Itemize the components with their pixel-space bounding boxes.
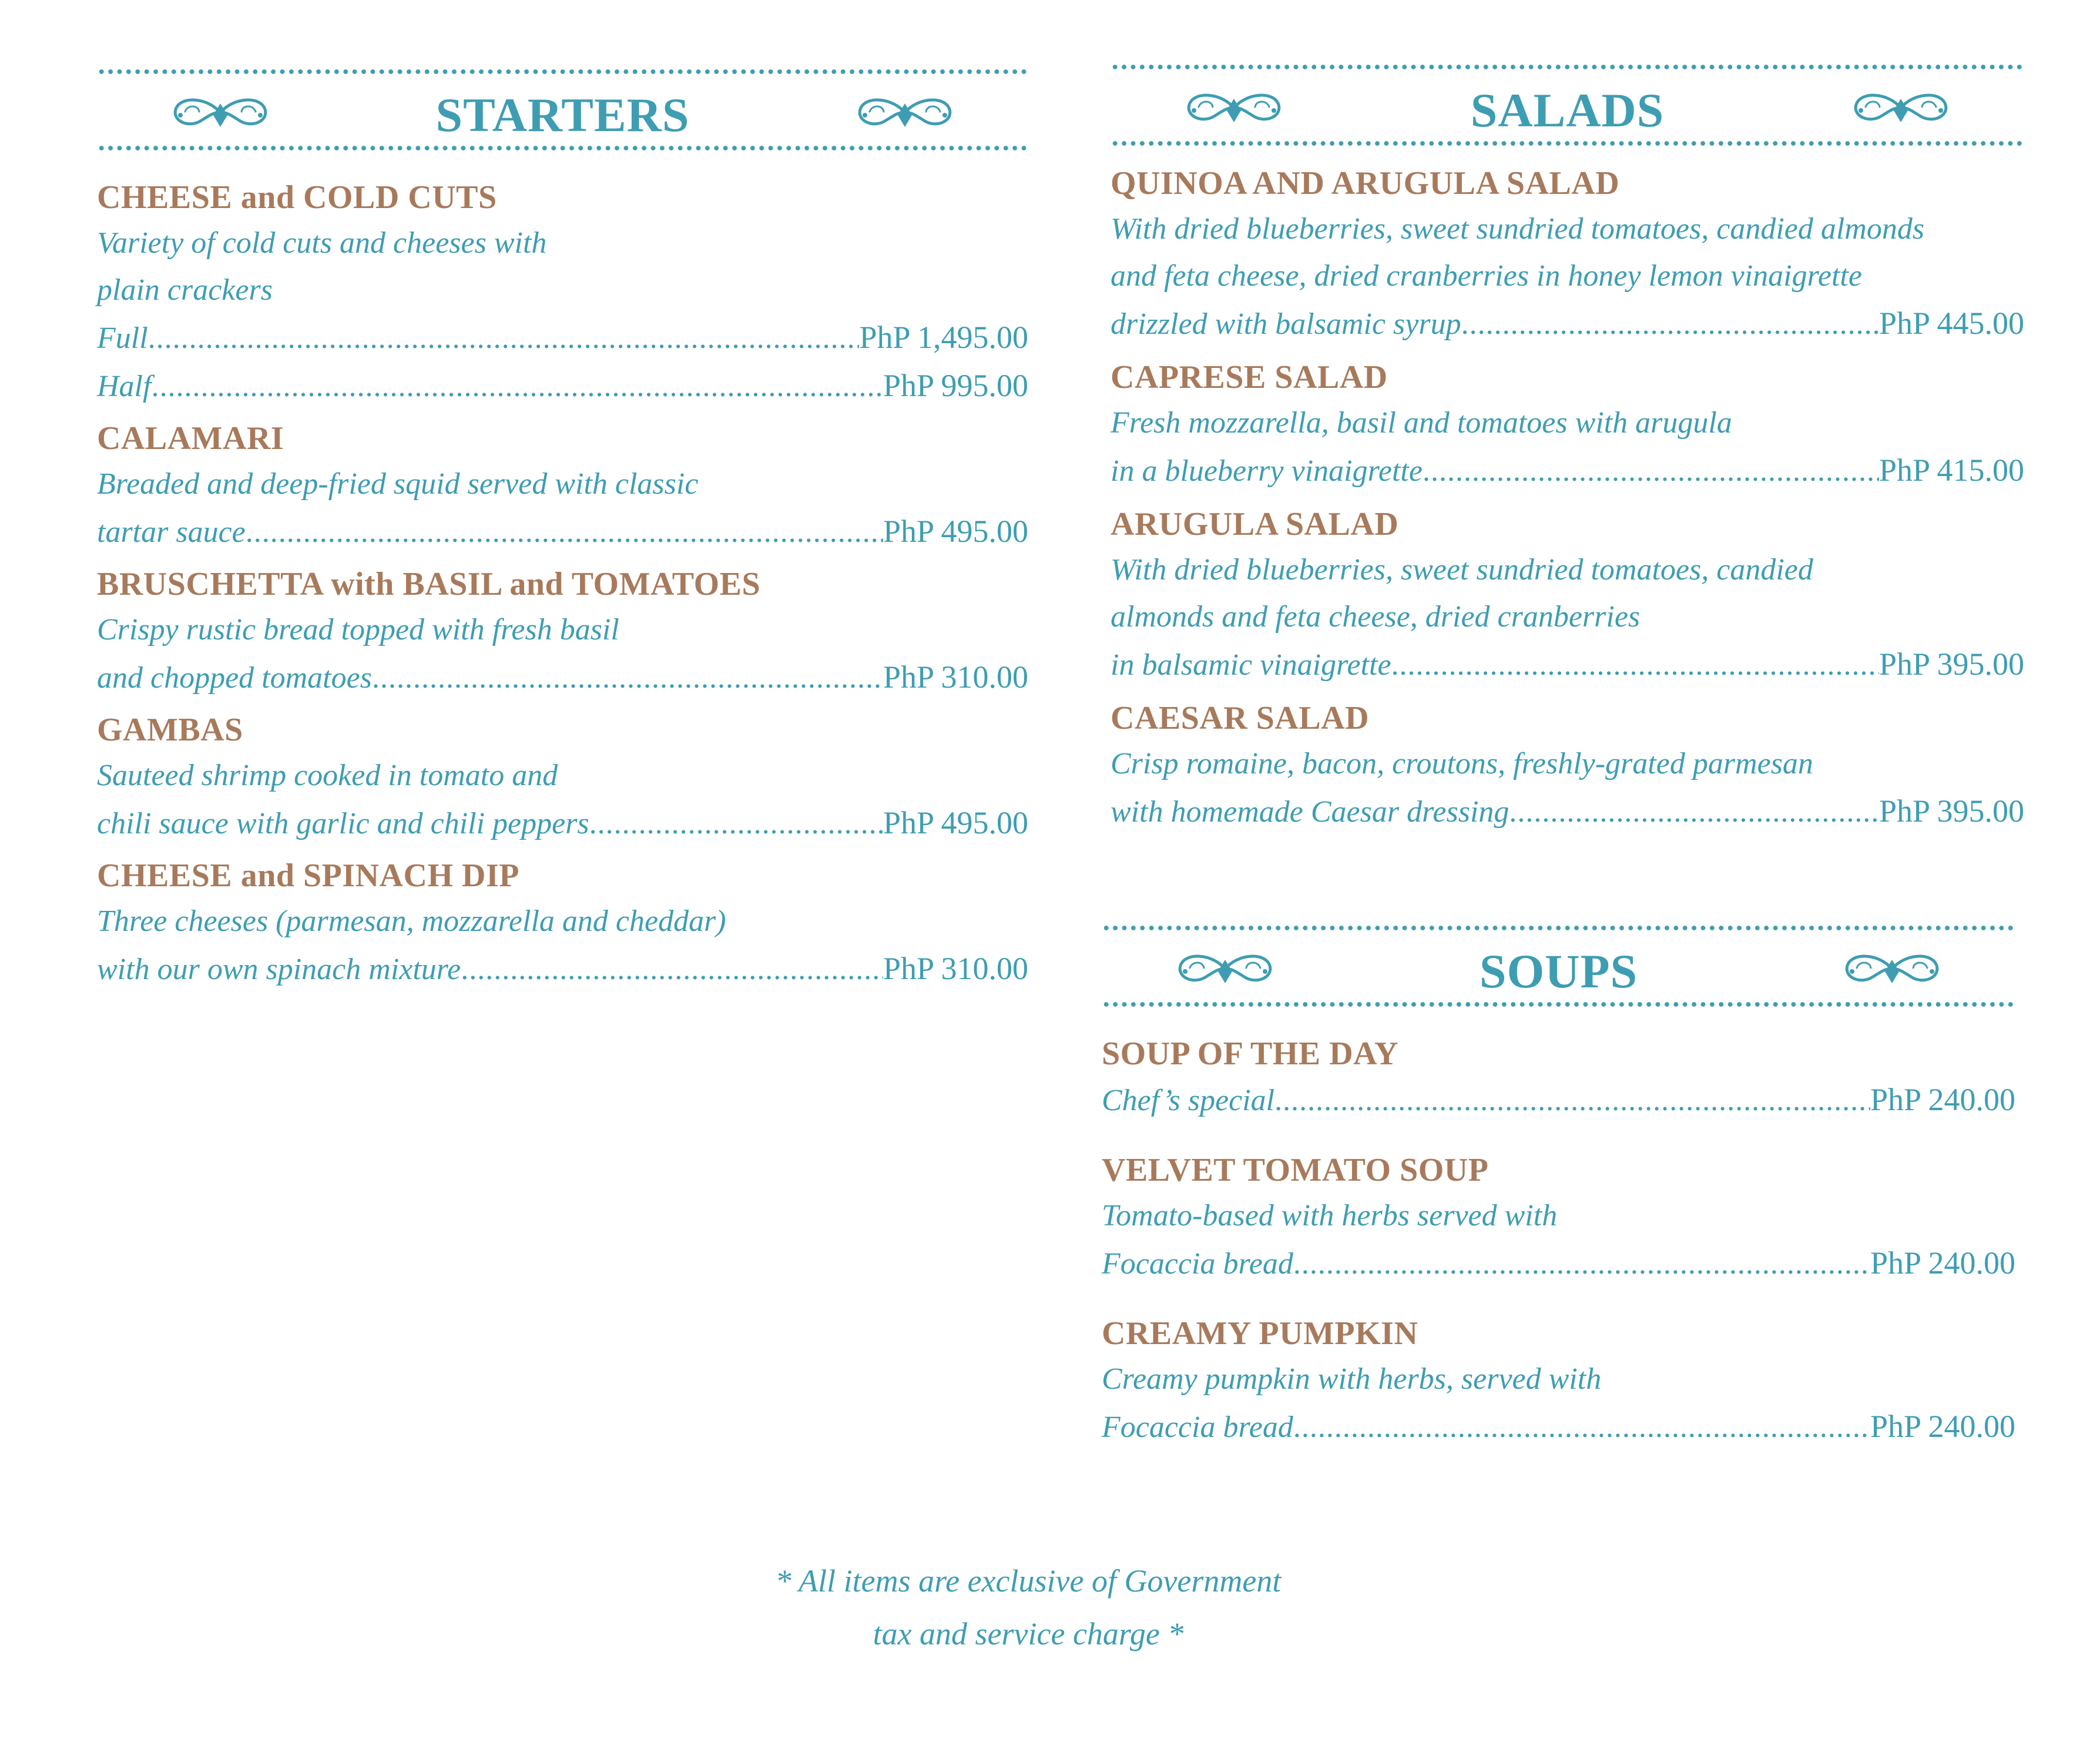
- item-description: Variety of cold cuts and cheeses with: [97, 226, 547, 260]
- item-description: Tomato-based with herbs served with: [1102, 1199, 1558, 1232]
- salads-header: [1111, 65, 2024, 159]
- price-line: [1111, 641, 2024, 689]
- price-line: [97, 799, 1028, 847]
- price-label: with homemade Caesar dressing: [1111, 795, 1509, 829]
- price-label: Full: [97, 321, 148, 355]
- item-description: Sauteed shrimp cooked in tomato and: [97, 759, 558, 792]
- flourish-ornament-icon: [1848, 87, 1954, 129]
- price-line: [97, 654, 1028, 702]
- price-line: [1111, 788, 2024, 836]
- footnote-line: * All items are exclusive of Government: [775, 1563, 1282, 1599]
- price-line: [97, 945, 1028, 993]
- price-label: drizzled with balsamic syrup: [1111, 307, 1461, 341]
- item-price: PhP 395.00: [1878, 646, 2024, 682]
- menu-item: [1102, 1031, 2015, 1124]
- price-label: Half: [97, 370, 152, 403]
- starters-list: [97, 175, 1028, 993]
- dot-leader: [1293, 1241, 1870, 1288]
- item-price: PhP 995.00: [883, 368, 1028, 403]
- menu-item: [97, 416, 1028, 556]
- salads-list: [1111, 161, 2024, 836]
- dot-leader: [151, 363, 883, 410]
- price-line: [1102, 1076, 2015, 1124]
- price-label: and chopped tomatoes: [97, 661, 372, 695]
- soups-section: [1102, 926, 2015, 1475]
- dotted-divider: [1111, 65, 2024, 69]
- price-label: in a blueberry vinaigrette: [1111, 454, 1423, 488]
- item-description: and feta cheese, dried cranberries in honey lemon vinaigrette: [1111, 259, 1862, 293]
- item-name: BRUSCHETTA with BASIL and TOMATOES: [97, 566, 761, 602]
- dot-leader: [1293, 1404, 1870, 1451]
- item-description: Breaded and deep-fried squid served with classic: [97, 467, 699, 501]
- item-description: almonds and feta cheese, dried cranberries: [1111, 600, 1641, 634]
- item-name: QUINOA AND ARUGULA SALAD: [1111, 165, 1620, 202]
- item-name: VELVET TOMATO SOUP: [1102, 1152, 1489, 1188]
- item-name: CAPRESE SALAD: [1111, 359, 1388, 396]
- item-description: plain crackers: [97, 273, 273, 307]
- item-price: PhP 240.00: [1870, 1082, 2015, 1117]
- item-price: PhP 395.00: [1878, 793, 2024, 829]
- section-title: SOUPS: [1479, 944, 1638, 998]
- price-line: [1102, 1403, 2015, 1451]
- dot-leader: [461, 946, 883, 993]
- item-price: PhP 495.00: [883, 805, 1028, 840]
- dotted-divider: [1102, 926, 2015, 930]
- dotted-divider: [97, 69, 1028, 74]
- starters-section: [97, 69, 1028, 999]
- section-title: STARTERS: [435, 88, 690, 142]
- menu-item: [1111, 502, 2024, 689]
- starters-header: [97, 69, 1028, 163]
- price-line: [97, 508, 1028, 556]
- item-price: PhP 495.00: [883, 514, 1028, 549]
- dotted-divider: [97, 146, 1028, 150]
- menu-item: [97, 562, 1028, 702]
- price-line: [1102, 1239, 2015, 1288]
- item-description: Three cheeses (parmesan, mozzarella and cheddar): [97, 904, 726, 938]
- price-line: [97, 362, 1028, 410]
- item-description: Fresh mozzarella, basil and tomatoes with arugula: [1111, 406, 1732, 440]
- dotted-divider: [1111, 141, 2024, 146]
- menu-item: [1111, 161, 2024, 348]
- item-price: PhP 310.00: [883, 659, 1028, 695]
- salads-section: [1111, 65, 2024, 843]
- flourish-ornament-icon: [1839, 948, 1945, 990]
- price-label: in balsamic vinaigrette: [1111, 648, 1391, 682]
- dot-leader: [589, 800, 883, 847]
- item-description: Crisp romaine, bacon, croutons, freshly-grated parmesan: [1111, 747, 1813, 780]
- item-name: CHEESE and SPINACH DIP: [97, 857, 519, 894]
- menu-item: [97, 708, 1028, 847]
- menu-item: [97, 175, 1028, 410]
- item-price: PhP 1,495.00: [859, 320, 1028, 355]
- item-price: PhP 310.00: [883, 951, 1028, 986]
- dot-leader: [1509, 789, 1879, 836]
- price-label: with our own spinach mixture: [97, 953, 461, 986]
- soups-header: [1102, 926, 2015, 1020]
- price-label: tartar sauce: [97, 515, 246, 549]
- dotted-divider: [1102, 1002, 2015, 1007]
- dot-leader: [246, 509, 883, 556]
- item-price: PhP 240.00: [1870, 1245, 2015, 1281]
- price-label: Chef’s special: [1102, 1084, 1275, 1117]
- item-description: Creamy pumpkin with herbs, served with: [1102, 1362, 1602, 1396]
- item-description: With dried blueberries, sweet sundried tomatoes, candied: [1111, 553, 1813, 587]
- price-label: Focaccia bread: [1102, 1410, 1293, 1444]
- dot-leader: [1423, 448, 1879, 495]
- item-name: CREAMY PUMPKIN: [1102, 1315, 1418, 1352]
- item-description: With dried blueberries, sweet sundried tomatoes, candied almonds: [1111, 212, 1925, 246]
- item-price: PhP 415.00: [1878, 453, 2024, 488]
- menu-item: [1111, 355, 2024, 495]
- item-description: Crispy rustic bread topped with fresh basil: [97, 613, 619, 646]
- item-name: CHEESE and COLD CUTS: [97, 179, 497, 216]
- dot-leader: [1391, 642, 1879, 689]
- menu-item: [1102, 1311, 2015, 1451]
- menu-item: [97, 853, 1028, 993]
- section-title: SALADS: [1470, 83, 1665, 137]
- footnote-line: tax and service charge *: [873, 1616, 1184, 1651]
- price-line: [97, 314, 1028, 362]
- item-price: PhP 240.00: [1870, 1409, 2015, 1444]
- price-line: [1111, 447, 2024, 495]
- footnote: [588, 1554, 1469, 1660]
- price-label: chili sauce with garlic and chili peppers: [97, 807, 589, 840]
- item-name: CALAMARI: [97, 420, 284, 457]
- dot-leader: [1461, 301, 1879, 348]
- menu-item: [1111, 696, 2024, 836]
- item-name: ARUGULA SALAD: [1111, 506, 1399, 542]
- item-name: CAESAR SALAD: [1111, 700, 1370, 736]
- item-price: PhP 445.00: [1878, 306, 2024, 341]
- price-line: [1111, 300, 2024, 348]
- dot-leader: [372, 655, 883, 702]
- soups-list: [1102, 1031, 2015, 1451]
- item-name: SOUP OF THE DAY: [1102, 1036, 1398, 1072]
- dot-leader: [148, 315, 860, 362]
- flourish-ornament-icon: [852, 92, 958, 134]
- price-label: Focaccia bread: [1102, 1247, 1293, 1281]
- dot-leader: [1274, 1077, 1870, 1124]
- menu-item: [1102, 1148, 2015, 1288]
- item-name: GAMBAS: [97, 712, 243, 748]
